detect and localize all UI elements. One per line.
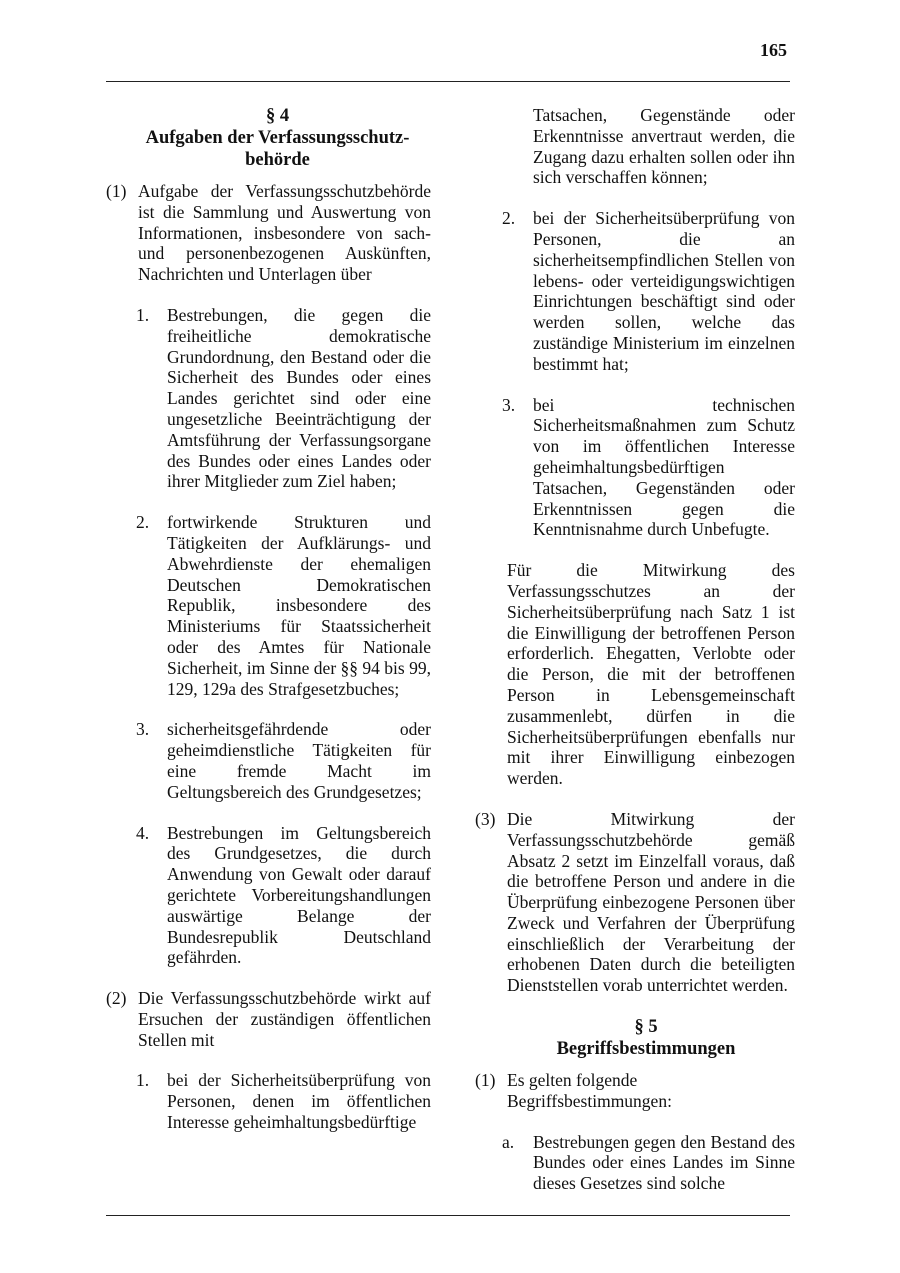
item-continuation: Tatsachen, Gegenstände oder Erkenntnisse anvertraut werden, die Zugang dazu erhalten sollen oder ihn sich verschaffen können;	[533, 105, 795, 188]
list-item	[136, 512, 431, 699]
item-number: 2.	[136, 512, 150, 533]
list-item	[136, 823, 431, 969]
item-number: 1.	[136, 304, 150, 325]
section-title: Aufgaben der Verfassungsschutz-behörde	[145, 128, 410, 170]
item-text: bei der Sicherheitsüberprüfung von Personen, die an sicherheitsempfindlichen Stellen von lebens- oder verteidigungswichtigen Einrichtungen beschäftigt sind oder werden sollen, welche das zuständige Ministerium im einzelnen bestimmt hat;	[533, 208, 795, 374]
list-item	[136, 719, 431, 802]
right-column	[475, 105, 795, 1214]
list-item	[502, 395, 795, 541]
paragraph-number: (2)	[106, 988, 127, 1009]
paragraph-number: (1)	[475, 1070, 496, 1091]
item-number: 1.	[136, 1070, 150, 1091]
item-text: Bestrebungen gegen den Bestand des Bundes oder eines Landes im Sinne dieses Gesetzes sind solche	[533, 1131, 795, 1194]
paragraph-1	[106, 181, 431, 285]
item-text: Bestrebungen im Geltungsbereich des Grundgesetzes, die durch Anwendung von Gewalt oder darauf gerichtete Vorbereitungshandlungen auswärtige Belange der Bundesrepublik Deutschland gefährden.	[167, 822, 431, 968]
paragraph-3	[475, 809, 795, 996]
section-5-paragraph-1	[475, 1070, 795, 1112]
paragraph-2	[106, 988, 431, 1050]
item-text: bei technischen Sicherheitsmaßnahmen zum Schutz von im öffentlichen Interesse geheimhaltungsbedürftigen Tatsachen, Gegenständen oder Erkenntnissen gegen die Kenntnisnahme durch Unbefugte.	[533, 394, 795, 540]
list-item	[136, 305, 431, 492]
section-4-heading	[124, 105, 431, 171]
footer-rule	[106, 1215, 790, 1216]
item-number: 4.	[136, 822, 150, 843]
item-number: 3.	[502, 394, 516, 415]
item-text: sicherheitsgefährdende oder geheimdienstliche Tätigkeiten für eine fremde Macht im Geltungsbereich des Grundgesetzes;	[167, 719, 431, 802]
paragraph-2-closing: Für die Mitwirkung des Verfassungsschutzes an der Sicherheitsüberprüfung nach Satz 1 ist die Einwilligung der betroffenen Person erforderlich. Ehegatten, Verlobte oder die Person, die mit der betroffenen Person in Lebensgemeinschaft zusammenlebt, dürfen in die Sicherheitsüberprüfungen ebenfalls nur mit ihrer Einwilligung einbezogen werden.	[507, 560, 795, 789]
header-rule	[106, 81, 790, 82]
paragraph-number: (1)	[106, 181, 127, 201]
item-number: 2.	[502, 208, 516, 229]
section-5-heading	[497, 1016, 795, 1060]
list-item	[502, 1132, 795, 1194]
item-text: fortwirkende Strukturen und Tätigkeiten der Aufklärungs- und Abwehrdienste der ehemaligen Deutschen Demokratischen Republik, insbesondere des Ministeriums für Staatssicherheit oder des Amtes für Nationale Sicherheit, im Sinne der §§ 94 bis 99, 129, 129a des Strafgesetzbuches;	[167, 512, 431, 699]
list-item	[136, 1070, 431, 1132]
section-number: § 5	[634, 1017, 658, 1038]
list-item	[502, 208, 795, 374]
paragraph-text: Die Mitwirkung der Verfassungsschutzbehörde gemäß Absatz 2 setzt im Einzelfall voraus, daß die betroffene Person und andere in die Überprüfung einbezogene Personen über Zweck und Verfahren der Überprüfung einschließlich der Verarbeitung der erhobenen Daten durch die beteiligten Dienststellen vorab unterrichtet werden.	[507, 808, 795, 996]
item-text: Bestrebungen, die gegen die freiheitliche demokratische Grundordnung, den Bestand oder die Sicherheit des Bundes oder eines Landes gerichtet sind oder eine ungesetzliche Beeinträchtigung der Amtsführung der Verfassungsorgane des Bundes oder eines Landes oder ihrer Mitglieder zum Ziel haben;	[167, 304, 431, 492]
left-column	[106, 105, 431, 1153]
paragraph-text: Die Verfassungsschutzbehörde wirkt auf Ersuchen der zuständigen öffentlichen Stellen mit	[138, 988, 431, 1050]
page-number: 165	[760, 40, 787, 60]
paragraph-text: Es gelten folgende Begriffsbestimmungen:	[507, 1070, 672, 1111]
item-number: 3.	[136, 719, 150, 740]
section-number: § 4	[265, 106, 290, 126]
item-number: a.	[502, 1131, 515, 1152]
item-text: bei der Sicherheitsüberprüfung von Personen, denen im öffentlichen Interesse geheimhaltungsbedürftige	[167, 1070, 431, 1133]
paragraph-text: Aufgabe der Verfassungsschutzbehörde ist die Sammlung und Auswertung von Informationen, insbesondere von sach- und personenbezogenen Auskünften, Nachrichten und Unterlagen über	[138, 181, 431, 285]
paragraph-number: (3)	[475, 808, 496, 829]
section-title: Begriffsbestimmungen	[556, 1039, 736, 1060]
